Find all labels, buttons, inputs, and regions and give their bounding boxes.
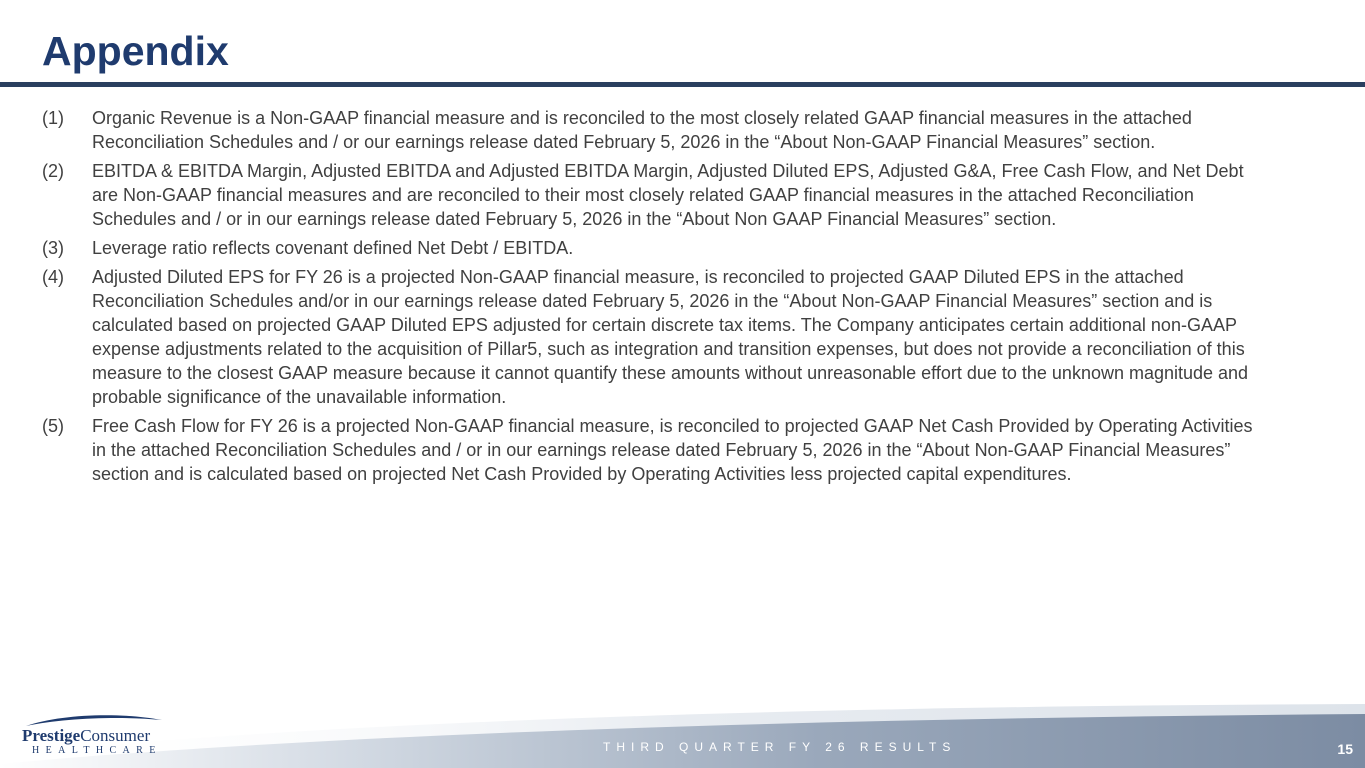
footnote-item (42, 159, 1257, 231)
footnote-item (42, 414, 1257, 486)
page-title: Appendix (42, 28, 229, 74)
footnote-number: (4) (42, 267, 64, 287)
footnote-item (42, 265, 1257, 409)
footnote-text: EBITDA & EBITDA Margin, Adjusted EBITDA and Adjusted EBITDA Margin, Adjusted Diluted EPS, Adjusted G&A, Free Cash Flow, and Net Debt are Non-GAAP financial measures and are reconciled to their most closely related GAAP financial measures in the attached Reconciliation Schedules and / or in our earnings release dated February 5, 2026 in the “About Non GAAP Financial Measures” section. (92, 161, 1244, 229)
footnote-number: (1) (42, 108, 64, 128)
footnote-text: Free Cash Flow for FY 26 is a projected Non-GAAP financial measure, is reconciled to projected GAAP Net Cash Provided by Operating Activities in the attached Reconciliation Schedules and / or in our earnings release dated February 5, 2026 in the “About Non-GAAP Financial Measures” section and is calculated based on projected Net Cash Provided by Operating Activities less projected capital expenditures. (92, 416, 1253, 484)
logo-healthcare: HEALTHCARE (32, 745, 162, 756)
logo-prestige: Prestige (22, 726, 81, 745)
footnote-number: (5) (42, 416, 64, 436)
footnote-list (42, 106, 1257, 491)
title-divider (0, 82, 1365, 87)
footnote-number: (3) (42, 238, 64, 258)
footnote-item (42, 106, 1257, 154)
logo-consumer: Consumer (80, 726, 151, 745)
company-logo (20, 712, 170, 762)
footnote-text: Adjusted Diluted EPS for FY 26 is a projected Non-GAAP financial measure, is reconciled to projected GAAP Diluted EPS in the attached Reconciliation Schedules and/or in our earnings release dated February 5, 2026 in the “About Non-GAAP Financial Measures” section and is calculated based on projected GAAP Diluted EPS adjusted for certain discrete tax items. The Company anticipates certain additional non-GAAP expense adjustments related to the acquisition of Pillar5, such as integration and transition expenses, but does not provide a reconciliation of this measure to the closest GAAP measure because it cannot quantify these amounts without unreasonable effort due to the unknown magnitude and probable significance of the unavailable information. (92, 267, 1249, 407)
footer-band (0, 698, 1365, 768)
footnote-text: Organic Revenue is a Non-GAAP financial measure and is reconciled to the most closely related GAAP financial measures in the attached Reconciliation Schedules and / or our earnings release dated February 5, 2026 in the “About Non-GAAP Financial Measures” section. (92, 108, 1192, 152)
footer-caption: THIRD QUARTER FY 26 RESULTS (603, 740, 957, 754)
footnote-number: (2) (42, 161, 64, 181)
footnote-text: Leverage ratio reflects covenant defined Net Debt / EBITDA. (92, 238, 574, 258)
footnote-item (42, 236, 1257, 260)
page-number: 15 (1337, 741, 1353, 757)
logo-wordmark (22, 727, 150, 745)
